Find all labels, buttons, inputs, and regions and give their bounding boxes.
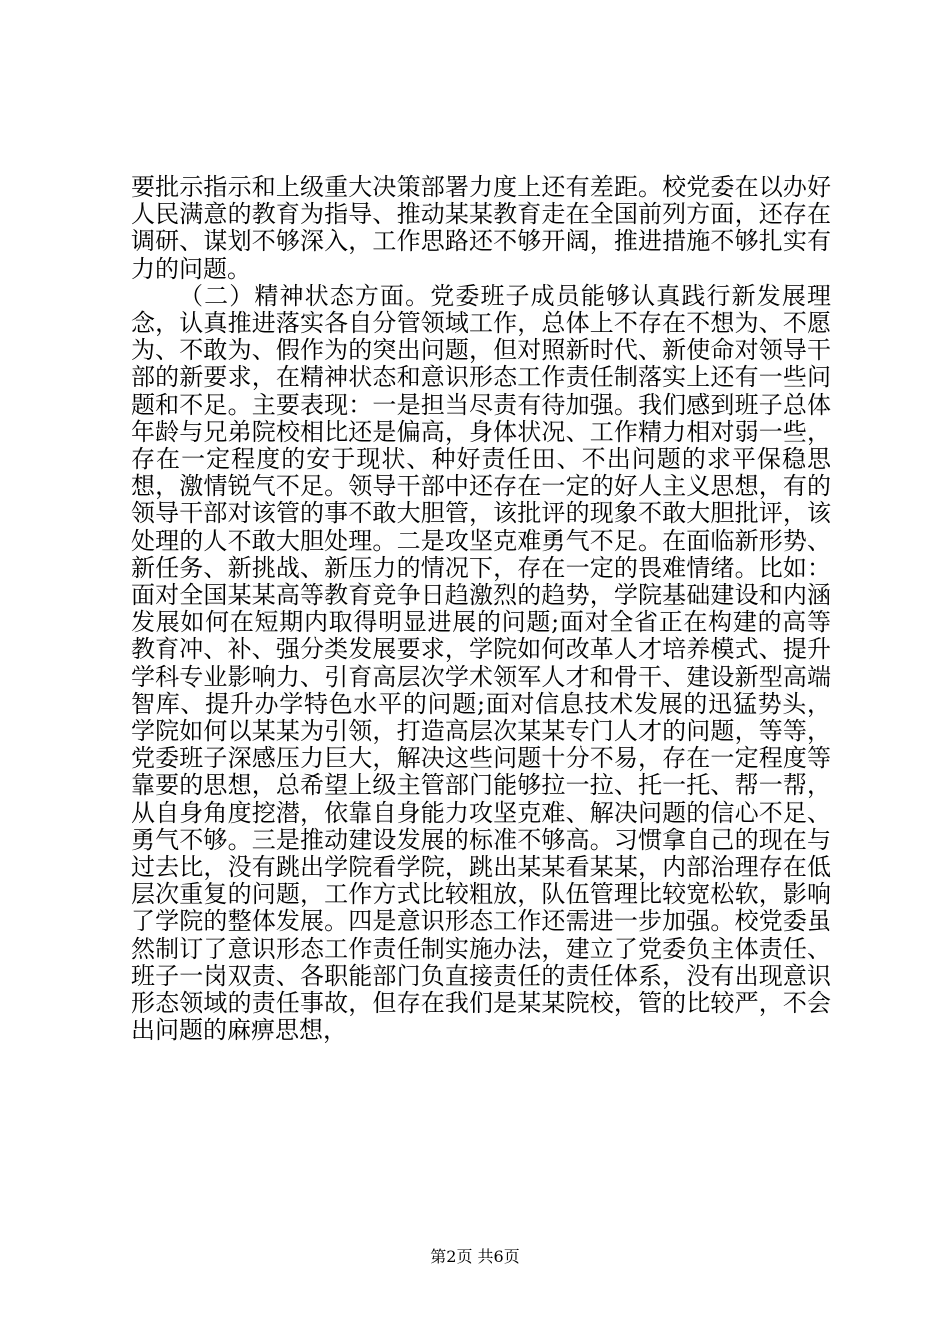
paragraph-continuation: 要批示指示和上级重大决策部署力度上还有差距。校党委在以办好人民满意的教育为指导、推动某某教育走在全国前列方面，还存在调研、谋划不够深入，工作思路还不够开阔，推进措施不够扎实有力的问题。 [131,173,831,283]
page-footer: 第2页 共6页 [430,1247,520,1266]
paragraph-spirit-state: （二）精神状态方面。党委班子成员能够认真践行新发展理念，认真推进落实各自分管领域工作，总体上不存在不想为、不愿为、不敢为、假作为的突出问题，但对照新时代、新使命对领导干部的新要求，在精神状态和意识形态工作责任制落实上还有一些问题和不足。主要表现：一是担当尽责有待加强。我们感到班子总体年龄与兄弟院校相比还是偏高，身体状况、工作精力相对弱一些，存在一定程度的安于现状、种好责任田、不出问题的求平保稳思想，激情锐气不足。领导干部中还存在一定的好人主义思想，有的领导干部对该管的事不敢大胆管，该批评的现象不敢大胆批评，该处理的人不敢大胆处理。二是攻坚克难勇气不足。在面临新形势、新任务、新挑战、新压力的情况下，存在一定的畏难情绪。比如：面对全国某某高等教育竞争日趋激烈的趋势，学院基础建设和内涵发展如何在短期内取得明显进展的问题;面对全省正在构建的高等教育冲、补、强分类发展要求，学院如何改革人才培养模式、提升学科专业影响力、引育高层次学术领军人才和骨干、建设新型高端智库、提升办学特色水平的问题;面对信息技术发展的迅猛势头，学院如何以某某为引领，打造高层次某某专门人才的问题，等等，党委班子深感压力巨大，解决这些问题十分不易，存在一定程度等靠要的思想，总希望上级主管部门能够拉一拉、托一托、帮一帮，从自身角度挖潜，依靠自身能力攻坚克难、解决问题的信心不足、勇气不够。三是推动建设发展的标准不够高。习惯拿自己的现在与过去比，没有跳出学院看学院，跳出某某看某某，内部治理存在低层次重复的问题，工作方式比较粗放，队伍管理比较宽松软，影响了学院的整体发展。四是意识形态工作还需进一步加强。校党委虽然制订了意识形态工作责任制实施办法，建立了党委负主体责任、班子一岗双责、各职能部门负直接责任的责任体系，没有出现意识形态领域的责任事故，但存在我们是某某院校，管的比较严，不会出问题的麻痹思想， [131,281,831,1045]
document-body [131,174,831,1045]
